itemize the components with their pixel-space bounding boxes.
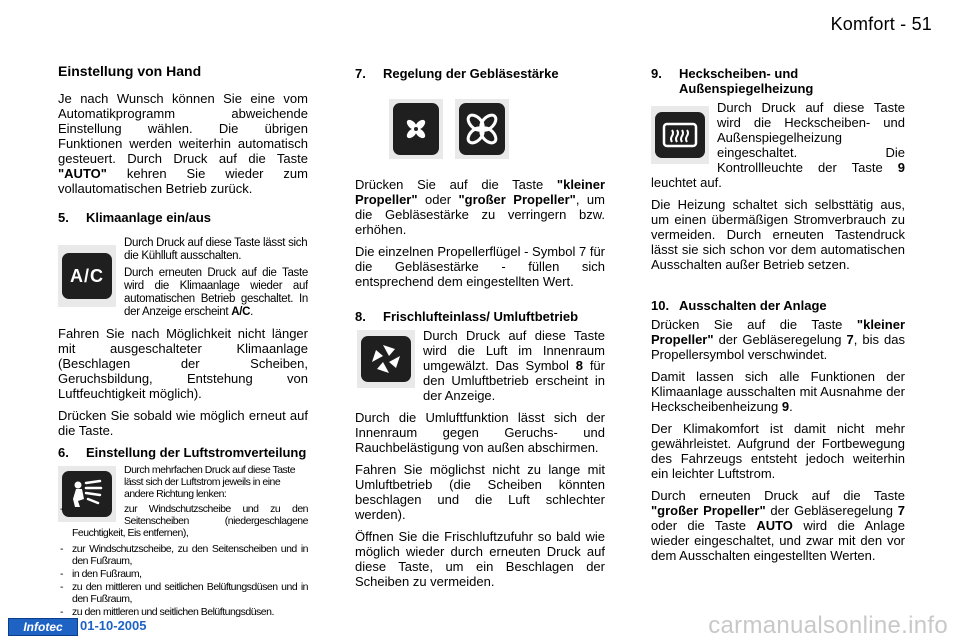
fan-text-1-a: Drücken Sie auf die Taste — [355, 177, 544, 192]
heading-number: 5. — [58, 210, 69, 225]
heading-text: Einstellung der Luftstromverteilung — [86, 445, 307, 460]
rear-defrost-text-2: Die Heizung schaltet sich selbsttätig aus, um einen übermäßigen Stromverbrauch zu vermeiden. Durch erneuten Tastendruck lässt sie sich schon vor dem automatischen Ausschalten außer Betrieb setzen. — [651, 197, 905, 272]
rear-defrost-text-c: leuchtet auf. — [651, 175, 722, 190]
list-item: - zu den mittleren und seitlichen Belüftungsdüsen. — [58, 606, 308, 618]
airflow-block — [58, 464, 308, 543]
small-fan-icon — [393, 103, 439, 155]
off-fan-key-number-2: 7 — [897, 503, 905, 518]
heading-number: 8. — [355, 309, 366, 324]
watermark: carmanualsonline.info — [708, 612, 948, 639]
recirculation-text-4: Öffnen Sie die Frischluftzufuhr so bald wie möglich wieder durch erneuten Druck auf diese Taste, um ein Beschlagen der Scheiben zu vermeiden. — [355, 529, 605, 589]
off-text-1-c: der Gebläseregelung — [718, 332, 842, 347]
fan-text-2: Die einzelnen Propellerflügel - Symbol 7 für die Gebläsestärke - füllen sich entsprechend dem eingestellten Wert. — [355, 244, 606, 289]
large-fan-label: "großer Propeller" — [458, 192, 576, 207]
page-title: Komfort - 51 — [830, 14, 932, 34]
system-off-text-4 — [651, 488, 905, 563]
ac-icon-frame — [58, 245, 116, 307]
heading-text: Frischlufteinlass/ Umluftbetrieb — [383, 309, 579, 324]
column-1 — [58, 64, 308, 622]
section-title-manual: Einstellung von Hand — [58, 63, 202, 79]
heading-text: Klimaanlage ein/aus — [86, 210, 211, 225]
column-3 — [651, 64, 905, 570]
ac-text-2: Durch erneuten Druck auf die Taste wird die Klimaanlage wieder auf automatischen Betrieb geschaltet. In der Anzeige erscheint A/C. — [124, 267, 308, 318]
fan-text-1-or: oder — [425, 192, 452, 207]
off-text-4-c: der Gebläseregelung — [770, 503, 893, 518]
ac-warning: Fahren Sie nach Möglichkeit nicht länger mit ausgeschalteter Klimaanlage (Beschlagen der Scheiben, Geruchsbildung, Entstehung von Luftfeuchtigkeit möglich). — [58, 326, 308, 401]
recirc-symbol-number: 8 — [575, 358, 583, 373]
ac-text-1: Durch Druck auf diese Taste lässt sich die Kühlluft ausschalten. — [124, 237, 308, 262]
recirculation-text-2: Durch die Umluftfunktion lässt sich der Innenraum gegen Geruchs- und Rauchbelästigung von außen abschirmen. — [355, 410, 605, 455]
heading-recirculation — [355, 309, 605, 324]
heading-system-off — [651, 298, 905, 313]
heading-number: 7. — [355, 66, 366, 81]
off-auto-label: AUTO — [756, 518, 793, 533]
footer-date: 01-10-2005 — [80, 618, 147, 633]
heading-number: 6. — [58, 445, 69, 460]
ac-text-2-body: Durch erneuten Druck auf die Taste wird die Klimaanlage wieder auf automatischen Betrieb geschaltet. In der Anzeige erscheint — [124, 267, 308, 318]
off-text-2-c: . — [789, 399, 793, 414]
off-fan-key-number: 7 — [846, 332, 854, 347]
heading-rear-defrost — [651, 66, 905, 96]
recirc-text-c: für den Umluftbetrieb erscheint in der Anzeige. — [423, 358, 605, 403]
system-off-text-1 — [651, 317, 905, 362]
airflow-text: Durch mehrfachen Druck auf diese Taste lässt sich der Luftstrom jeweils in eine andere Richtung lenken: — [124, 464, 296, 500]
recirculation-block — [355, 328, 605, 410]
heading-text: Ausschalten der Anlage — [679, 298, 827, 313]
heading-number: 9. — [651, 66, 662, 81]
ac-display-label: A/C — [231, 306, 251, 318]
heading-number: 10. — [651, 298, 670, 313]
rear-defrost-block — [651, 100, 905, 197]
rear-defrost-key-number: 9 — [897, 160, 905, 175]
off-text-2-a: Damit lassen sich alle Funktionen der Klimaanlage ausschalten mit Ausnahme der Heckscheibenheizung — [651, 369, 905, 414]
system-off-text-2 — [651, 369, 905, 414]
intro-auto-label: "AUTO" — [58, 166, 107, 181]
off-small-fan-label: "kleiner Propeller" — [651, 317, 905, 347]
off-text-1-a: Drücken Sie auf die Taste — [651, 317, 843, 332]
heading-fan — [355, 66, 605, 81]
ac-block — [58, 237, 308, 326]
recirc-text-a: Durch Druck auf diese Taste wird die Luft im Innenraum umgewälzt. Das Symbol — [423, 328, 605, 373]
recirculation-icon-frame — [357, 330, 415, 388]
off-defrost-key-number: 9 — [781, 399, 790, 414]
fan-text-1 — [355, 177, 605, 237]
off-large-fan-label: "großer Propeller" — [651, 503, 766, 518]
heading-text: Regelung der Gebläsestärke — [383, 66, 559, 81]
ac-reminder: Drücken Sie sobald wie möglich erneut auf die Taste. — [58, 408, 308, 438]
infotec-logo: Infotec — [8, 618, 78, 636]
ac-icon-label: A/C — [70, 265, 104, 286]
rear-defrost-icon-frame — [651, 106, 709, 164]
intro-text-end: kehren Sie wieder zum vollautomatischen Betrieb zurück. — [58, 166, 308, 196]
fan-icons — [389, 99, 605, 159]
list-item: - zur Windschutzscheibe und zu den Seitenscheiben (niedergeschlagene Feuchtigkeit, Eis entfernen), — [58, 503, 308, 539]
small-fan-frame — [389, 99, 443, 159]
large-fan-icon — [459, 103, 505, 155]
off-text-1-e: , bis das Propellersymbol verschwindet. — [651, 332, 905, 362]
page-header — [0, 0, 960, 48]
intro-text: Je nach Wunsch können Sie eine vom Automatikprogramm abweichende Einstellung wählen. Die übrigen Funktionen werden weiterhin automatisch gesteuert. Durch Druck auf die Taste — [58, 91, 308, 166]
small-fan-label: "kleiner Propeller" — [355, 177, 605, 207]
off-text-4-g: wird die Anlage wieder eingeschaltet, und zwar mit den vor dem Ausschalten eingestellten Werten. — [651, 518, 905, 563]
list-item: - in den Fußraum, — [58, 568, 308, 580]
recirculation-text-3: Fahren Sie möglichst nicht zu lange mit Umluftbetrieb (die Scheiben könnten beschlagen und die Luft schlechter werden). — [355, 462, 605, 522]
intro-paragraph — [58, 91, 308, 196]
airflow-list-indented — [58, 503, 308, 539]
heading-text: Heckscheiben- und Außenspiegelheizung — [679, 66, 814, 96]
list-item: - zur Windschutzscheibe, zu den Seitenscheiben und in den Fußraum, — [58, 543, 308, 567]
heading-airflow — [58, 445, 308, 460]
rear-defrost-text-a: Durch Druck auf diese Taste wird die Heckscheiben- und Außenspiegelheizung eingeschaltet. Die Kontrollleuchte der Taste — [717, 100, 905, 175]
off-text-4-a: Durch erneuten Druck auf die Taste — [651, 488, 905, 503]
off-text-4-e: oder die Taste — [651, 518, 746, 533]
system-off-text-3: Der Klimakomfort ist damit nicht mehr gewährleistet. Aufgrund der Fortbewegung des Fahrzeugs entsteht jedoch weiterhin ein leichter Luftstrom. — [651, 421, 905, 481]
rear-defrost-icon — [655, 112, 705, 158]
column-2 — [355, 64, 605, 596]
fan-text-1-e: , um die Gebläsestärke zu verringern bzw. erhöhen. — [355, 192, 605, 237]
ac-button-icon — [62, 253, 112, 299]
airflow-list — [58, 543, 308, 618]
heading-ac — [58, 210, 308, 225]
large-fan-frame — [455, 99, 509, 159]
list-item: - zu den mittleren und seitlichen Belüftungsdüsen und in den Fußraum, — [58, 581, 308, 605]
recirculation-icon — [361, 336, 411, 382]
